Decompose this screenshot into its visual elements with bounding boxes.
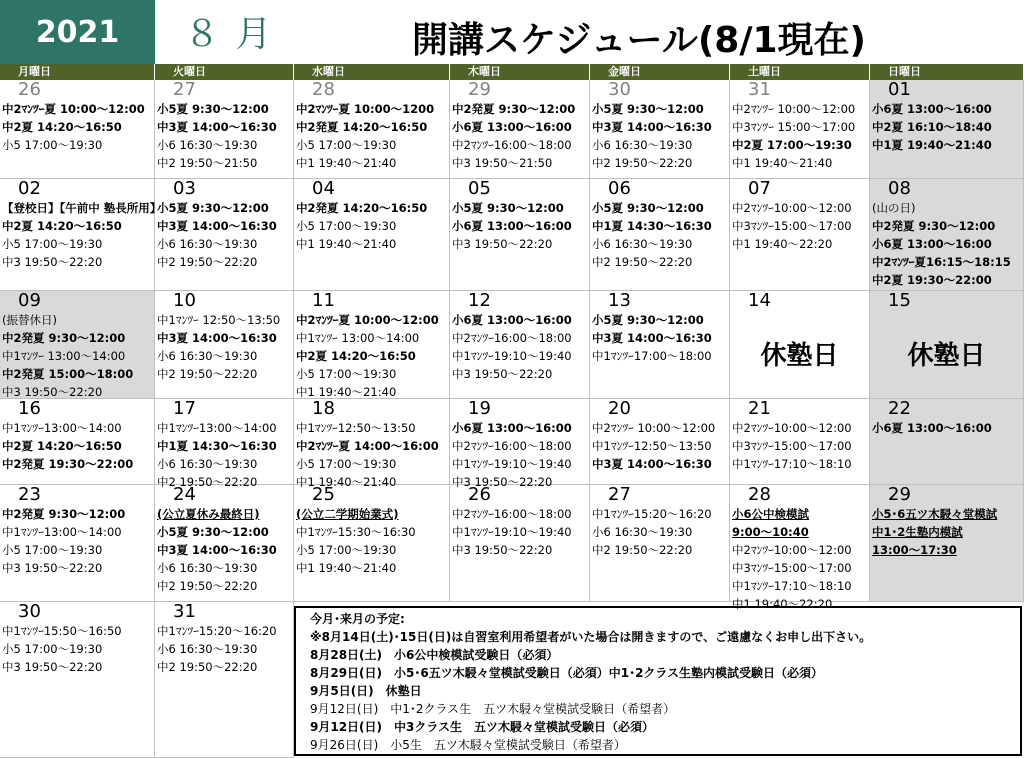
day-number: 26: [18, 79, 41, 100]
class-session: 中1ﾏﾝﾂｰ12:50～13:50: [296, 421, 416, 435]
class-session: 中1ﾏﾝﾂｰ19:10～19:40: [452, 349, 572, 363]
class-session: 中1ﾏﾝﾂｰ19:10～19:40: [452, 525, 572, 539]
class-session: 中3 19:50～21:50: [452, 156, 553, 170]
class-session: 中2 19:50～22:20: [157, 367, 258, 381]
class-session: 中2ﾏﾝﾂｰ16:00～18:00: [452, 138, 572, 152]
class-session: 中3 19:50～22:20: [452, 475, 553, 489]
class-session: 小5夏 9:30～12:00: [157, 201, 269, 215]
class-session: 中2発夏 15:00～18:00: [2, 367, 134, 381]
class-session: 中1 19:40～21:40: [296, 475, 397, 489]
class-session: 中1ﾏﾝﾂｰ 12:50～13:50: [157, 313, 281, 327]
class-session: 中1 19:40～21:40: [296, 385, 397, 399]
day-number: 30: [18, 601, 41, 622]
class-session: 小5 17:00～19:30: [296, 138, 397, 152]
day-cell: [155, 485, 294, 602]
weekday-header-6: 日曜日: [870, 64, 1024, 80]
class-session: 中2 19:50～22:20: [157, 475, 258, 489]
class-session: 中3ﾏﾝﾂｰ 15:00～17:00: [732, 120, 856, 134]
class-session: 小5夏 9:30～12:00: [157, 102, 269, 116]
class-session: 中2 19:50～22:20: [592, 543, 693, 557]
class-session: 中3夏 14:00～16:30: [592, 120, 712, 134]
day-cell: [155, 398, 294, 489]
class-session: 中2ﾏﾝﾂｰ 10:00～12:00: [732, 102, 856, 116]
day-cell: [155, 80, 294, 179]
class-session: 中2発夏 9:30～12:00: [2, 331, 126, 345]
class-session: 小6 16:30～19:30: [592, 525, 693, 539]
class-session: (山の日): [872, 201, 916, 215]
class-session: 中2夏 17:00～19:30: [732, 138, 852, 152]
class-session: 中3 19:50～22:20: [452, 367, 553, 381]
class-session: 中1･2生塾内模試: [872, 525, 963, 539]
page-title: 開講スケジュール(8/1現在): [412, 20, 866, 61]
class-session: 小6夏 13:00～16:00: [872, 237, 992, 251]
class-session: 中1ﾏﾝﾂｰ17:10～18:10: [732, 457, 852, 471]
day-number: 14: [748, 290, 771, 311]
day-cell: [294, 179, 450, 291]
class-session: 中1ﾏﾝﾂｰ 13:00～14:00: [296, 331, 420, 345]
class-session: 中1ﾏﾝﾂｰ15:20～16:20: [157, 624, 277, 638]
class-session: 中3ﾏﾝﾂｰ15:00～17:00: [732, 561, 852, 575]
class-session: 小5 17:00～19:30: [2, 543, 103, 557]
class-session: 小5夏 9:30～12:00: [592, 201, 704, 215]
class-session: 中2発夏 14:20～16:50: [296, 201, 428, 215]
class-session: (振替休日): [2, 313, 57, 327]
day-number: 27: [608, 484, 631, 505]
class-session: 小6夏 13:00～16:00: [872, 102, 992, 116]
class-session: 中2夏 16:10～18:40: [872, 120, 992, 134]
day-cell: [590, 485, 730, 602]
day-number: 28: [748, 484, 771, 505]
class-session: 中1 19:40～22:20: [732, 597, 833, 611]
notes-line: 9月26日(日) 小5生 五ツ木駸々堂模試受験日（希望者）: [310, 738, 626, 752]
class-session: 小5 17:00～19:30: [2, 237, 103, 251]
class-session: 中2発夏 9:30～12:00: [872, 219, 996, 233]
day-cell: [730, 179, 870, 291]
class-session: 小5夏 9:30～12:00: [592, 102, 704, 116]
class-session: 小6夏 13:00～16:00: [452, 219, 572, 233]
class-session: 小6 16:30～19:30: [157, 561, 258, 575]
class-session: 中1 19:40～22:20: [732, 237, 833, 251]
day-number: 05: [468, 178, 491, 199]
class-session: 中2 19:50～22:20: [592, 156, 693, 170]
schedule-notes-box: [294, 606, 1022, 756]
day-number: 06: [608, 178, 631, 199]
class-session: 中2ﾏﾝﾂｰ夏 10:00～12:00: [296, 313, 439, 327]
day-cell: [155, 179, 294, 291]
day-cell: [0, 485, 155, 602]
class-session: 13:00～17:30: [872, 543, 957, 557]
day-number: 23: [18, 484, 41, 505]
class-session: 小6夏 13:00～16:00: [452, 120, 572, 134]
day-number: 18: [312, 398, 335, 419]
day-cell: [590, 291, 730, 399]
day-number: 09: [18, 290, 41, 311]
closed-day-label: 休塾日: [907, 341, 986, 371]
day-number: 15: [888, 290, 911, 311]
class-session: 小5 17:00～19:30: [2, 138, 103, 152]
weekday-header-0: 月曜日: [0, 64, 155, 80]
class-session: 中1ﾏﾝﾂｰ17:10～18:10: [732, 579, 852, 593]
calendar-header: [0, 0, 1024, 64]
day-cell: [155, 602, 294, 758]
class-session: 中2 19:50～22:20: [157, 579, 258, 593]
class-session: 中1夏 14:30～16:30: [592, 219, 712, 233]
class-session: 中1 19:40～21:40: [732, 156, 833, 170]
day-cell: [294, 485, 450, 602]
day-cell: [450, 485, 590, 602]
day-number: 28: [312, 79, 335, 100]
class-session: 中3夏 14:00～16:30: [592, 457, 712, 471]
class-session: 中1ﾏﾝﾂｰ15:30～16:30: [296, 525, 416, 539]
day-cell: [294, 291, 450, 399]
class-session: 中2 19:50～21:50: [157, 156, 258, 170]
day-number: 29: [888, 484, 911, 505]
day-cell: [870, 291, 1024, 399]
day-cell: [590, 179, 730, 291]
class-session: 中2発夏 9:30～12:00: [452, 102, 576, 116]
day-number: 24: [173, 484, 196, 505]
class-session: 中1ﾏﾝﾂｰ17:00～18:00: [592, 349, 712, 363]
class-session: 中2夏 19:30～22:00: [872, 273, 992, 287]
class-session: 小6公中検模試: [732, 507, 810, 521]
class-session: 中3 19:50～22:20: [2, 561, 103, 575]
notes-line: 8月29日(日) 小5･6五ツ木駸々堂模試受験日（必須）中1･2クラス生塾内模試受験日（必須）: [310, 666, 824, 680]
day-cell: [450, 291, 590, 399]
day-cell: [590, 80, 730, 179]
class-session: 中2ﾏﾝﾂｰ10:00～12:00: [732, 421, 852, 435]
class-session: 小5夏 9:30～12:00: [157, 525, 269, 539]
day-cell: [730, 484, 870, 611]
class-session: 中2ﾏﾝﾂｰ16:00～18:00: [452, 331, 572, 345]
day-number: 07: [748, 178, 771, 199]
class-session: 中1ﾏﾝﾂｰ13:00～14:00: [2, 525, 122, 539]
weekday-header-1: 火曜日: [155, 64, 294, 80]
day-cell: [590, 399, 730, 485]
class-session: 中3夏 14:00～16:30: [157, 219, 277, 233]
class-session: 中2夏 14:20～16:50: [2, 219, 122, 233]
class-session: 中3夏 14:00～16:30: [157, 331, 277, 345]
day-cell: [870, 399, 1024, 485]
day-number: 26: [468, 484, 491, 505]
class-session: 中2ﾏﾝﾂｰ 10:00～12:00: [592, 421, 716, 435]
class-session: 中3夏 14:00～16:30: [157, 543, 277, 557]
notes-line: 9月12日(日) 中1･2クラス生 五ツ木駸々堂模試受験日（希望者）: [310, 702, 676, 716]
notes-line: 9月5日(日) 休塾日: [310, 684, 422, 698]
class-session: 中1夏 14:30～16:30: [157, 439, 277, 453]
class-session: 中1ﾏﾝﾂｰ15:20～16:20: [592, 507, 712, 521]
class-session: 小5夏 9:30～12:00: [452, 201, 564, 215]
class-session: 小6 16:30～19:30: [592, 138, 693, 152]
day-number: 27: [173, 79, 196, 100]
class-session: 小6 16:30～19:30: [592, 237, 693, 251]
day-number: 30: [608, 79, 631, 100]
day-number: 16: [18, 398, 41, 419]
class-session: 9:00～10:40: [732, 525, 809, 539]
class-session: 中3 19:50～22:20: [2, 660, 103, 674]
class-session: 中2夏 14:20～16:50: [2, 120, 122, 134]
day-cell: [450, 398, 590, 489]
day-number: 21: [748, 398, 771, 419]
class-session: 小6 16:30～19:30: [157, 237, 258, 251]
month-label: ８ 月: [184, 14, 274, 55]
day-number: 25: [312, 484, 335, 505]
class-session: 小5 17:00～19:30: [2, 642, 103, 656]
class-session: 中1ﾏﾝﾂｰ12:50～13:50: [592, 439, 712, 453]
day-number: 17: [173, 398, 196, 419]
class-session: 中3 19:50～22:20: [2, 255, 103, 269]
class-session: 中2夏 14:20～16:50: [296, 349, 416, 363]
class-session: 小5 17:00～19:30: [296, 219, 397, 233]
day-cell: [450, 80, 590, 179]
weekday-header-2: 水曜日: [294, 64, 450, 80]
day-cell: [870, 179, 1024, 291]
day-cell: [730, 291, 870, 399]
class-session: 小6夏 13:00～16:00: [452, 421, 572, 435]
class-session: 中3 19:50～22:20: [452, 543, 553, 557]
class-session: 中2ﾏﾝﾂｰ夏 10:00～1200: [296, 102, 435, 116]
day-cell: [0, 602, 155, 758]
class-session: 小6 16:30～19:30: [157, 642, 258, 656]
class-session: 小6夏 13:00～16:00: [452, 313, 572, 327]
weekday-header-row: [0, 64, 1024, 80]
day-cell: [450, 179, 590, 291]
day-number: 02: [18, 178, 41, 199]
day-number: 13: [608, 290, 631, 311]
class-session: 中3 19:50～22:20: [452, 237, 553, 251]
day-number: 29: [468, 79, 491, 100]
day-cell: [730, 80, 870, 179]
day-cell: [0, 178, 162, 291]
class-session: 中1夏 19:40～21:40: [872, 138, 992, 152]
year-label: 2021: [0, 0, 155, 64]
day-cell: [294, 398, 450, 489]
class-session: 中2ﾏﾝﾂｰ夏 10:00～12:00: [2, 102, 145, 116]
day-cell: [294, 80, 450, 179]
day-number: 22: [888, 398, 911, 419]
class-session: 中2ﾏﾝﾂｰ夏 14:00～16:00: [296, 439, 439, 453]
day-number: 01: [888, 79, 911, 100]
class-session: 小6 16:30～19:30: [157, 349, 258, 363]
class-session: 中3ﾏﾝﾂｰ15:00～17:00: [732, 219, 852, 233]
class-session: 小5･6五ツ木駸々堂模試: [872, 507, 998, 521]
weekday-header-3: 木曜日: [450, 64, 590, 80]
day-number: 11: [312, 290, 335, 311]
class-session: 中2 19:50～22:20: [157, 660, 258, 674]
class-session: 中2発夏 14:20～16:50: [296, 120, 428, 134]
class-session: 中2 19:50～22:20: [592, 255, 693, 269]
class-session: 中2ﾏﾝﾂｰ夏16:15～18:15: [872, 255, 1011, 269]
class-session: 中2発夏 9:30～12:00: [2, 507, 126, 521]
class-session: 小6夏 13:00～16:00: [872, 421, 992, 435]
class-session: 中3 19:50～22:20: [2, 385, 103, 399]
class-session: 中2ﾏﾝﾂｰ10:00～12:00: [732, 201, 852, 215]
notes-line: 8月28日(土) 小6公中検模試受験日（必須）: [310, 648, 559, 662]
notes-line: ※8月14日(土)･15日(日)は自習室利用希望者がいた場合は開きますので、ご遠慮なくお申し出下さい。: [310, 630, 872, 644]
day-number: 12: [468, 290, 491, 311]
class-session: 小5夏 9:30～12:00: [592, 313, 704, 327]
class-session: 中1ﾏﾝﾂｰ13:00～14:00: [157, 421, 277, 435]
class-session: 中1 19:40～21:40: [296, 156, 397, 170]
class-session: 中1ﾏﾝﾂｰ19:10～19:40: [452, 457, 572, 471]
closed-day-label: 休塾日: [760, 341, 839, 371]
day-number: 31: [173, 601, 196, 622]
day-number: 19: [468, 398, 491, 419]
day-cell: [870, 485, 1024, 602]
class-session: 中1 19:40～21:40: [296, 561, 397, 575]
class-session: 小5 17:00～19:30: [296, 543, 397, 557]
class-session: 小5 17:00～19:30: [296, 367, 397, 381]
day-cell: [870, 80, 1024, 179]
class-session: 中2発夏 19:30～22:00: [2, 457, 134, 471]
class-session: 中2ﾏﾝﾂｰ16:00～18:00: [452, 439, 572, 453]
class-session: 中1 19:40～21:40: [296, 237, 397, 251]
class-session: 中3ﾏﾝﾂｰ15:00～17:00: [732, 439, 852, 453]
day-number: 04: [312, 178, 335, 199]
weekday-header-4: 金曜日: [590, 64, 730, 80]
day-cell: [0, 291, 155, 399]
class-session: 中1ﾏﾝﾂｰ13:00～14:00: [2, 421, 122, 435]
class-session: 中3夏 14:00～16:30: [157, 120, 277, 134]
day-cell: [0, 399, 155, 485]
day-number: 08: [888, 178, 911, 199]
day-number: 31: [748, 79, 771, 100]
class-session: (公立夏休み最終日): [157, 507, 260, 521]
day-cell: [0, 80, 155, 179]
notes-line: 9月12日(日) 中3クラス生 五ツ木駸々堂模試受験日（必須）: [310, 720, 655, 734]
notes-heading: 今月･来月の予定:: [310, 612, 405, 626]
day-cell: [730, 399, 870, 485]
class-session: 小6 16:30～19:30: [157, 457, 258, 471]
class-session: 中2 19:50～22:20: [157, 255, 258, 269]
class-session: 【登校日】【午前中 塾長所用】: [2, 201, 162, 215]
day-cell: [155, 291, 294, 399]
day-number: 10: [173, 290, 196, 311]
class-session: 中2ﾏﾝﾂｰ10:00～12:00: [732, 543, 852, 557]
day-number: 03: [173, 178, 196, 199]
class-session: 中3夏 14:00～16:30: [592, 331, 712, 345]
class-session: (公立二学期始業式): [296, 507, 399, 521]
class-session: 小5 17:00～19:30: [296, 457, 397, 471]
weekday-header-5: 土曜日: [730, 64, 870, 80]
day-number: 20: [608, 398, 631, 419]
class-session: 中2ﾏﾝﾂｰ16:00～18:00: [452, 507, 572, 521]
class-session: 小6 16:30～19:30: [157, 138, 258, 152]
class-session: 中2夏 14:20～16:50: [2, 439, 122, 453]
class-session: 中1ﾏﾝﾂｰ 13:00～14:00: [2, 349, 126, 363]
class-session: 中1ﾏﾝﾂｰ15:50～16:50: [2, 624, 122, 638]
